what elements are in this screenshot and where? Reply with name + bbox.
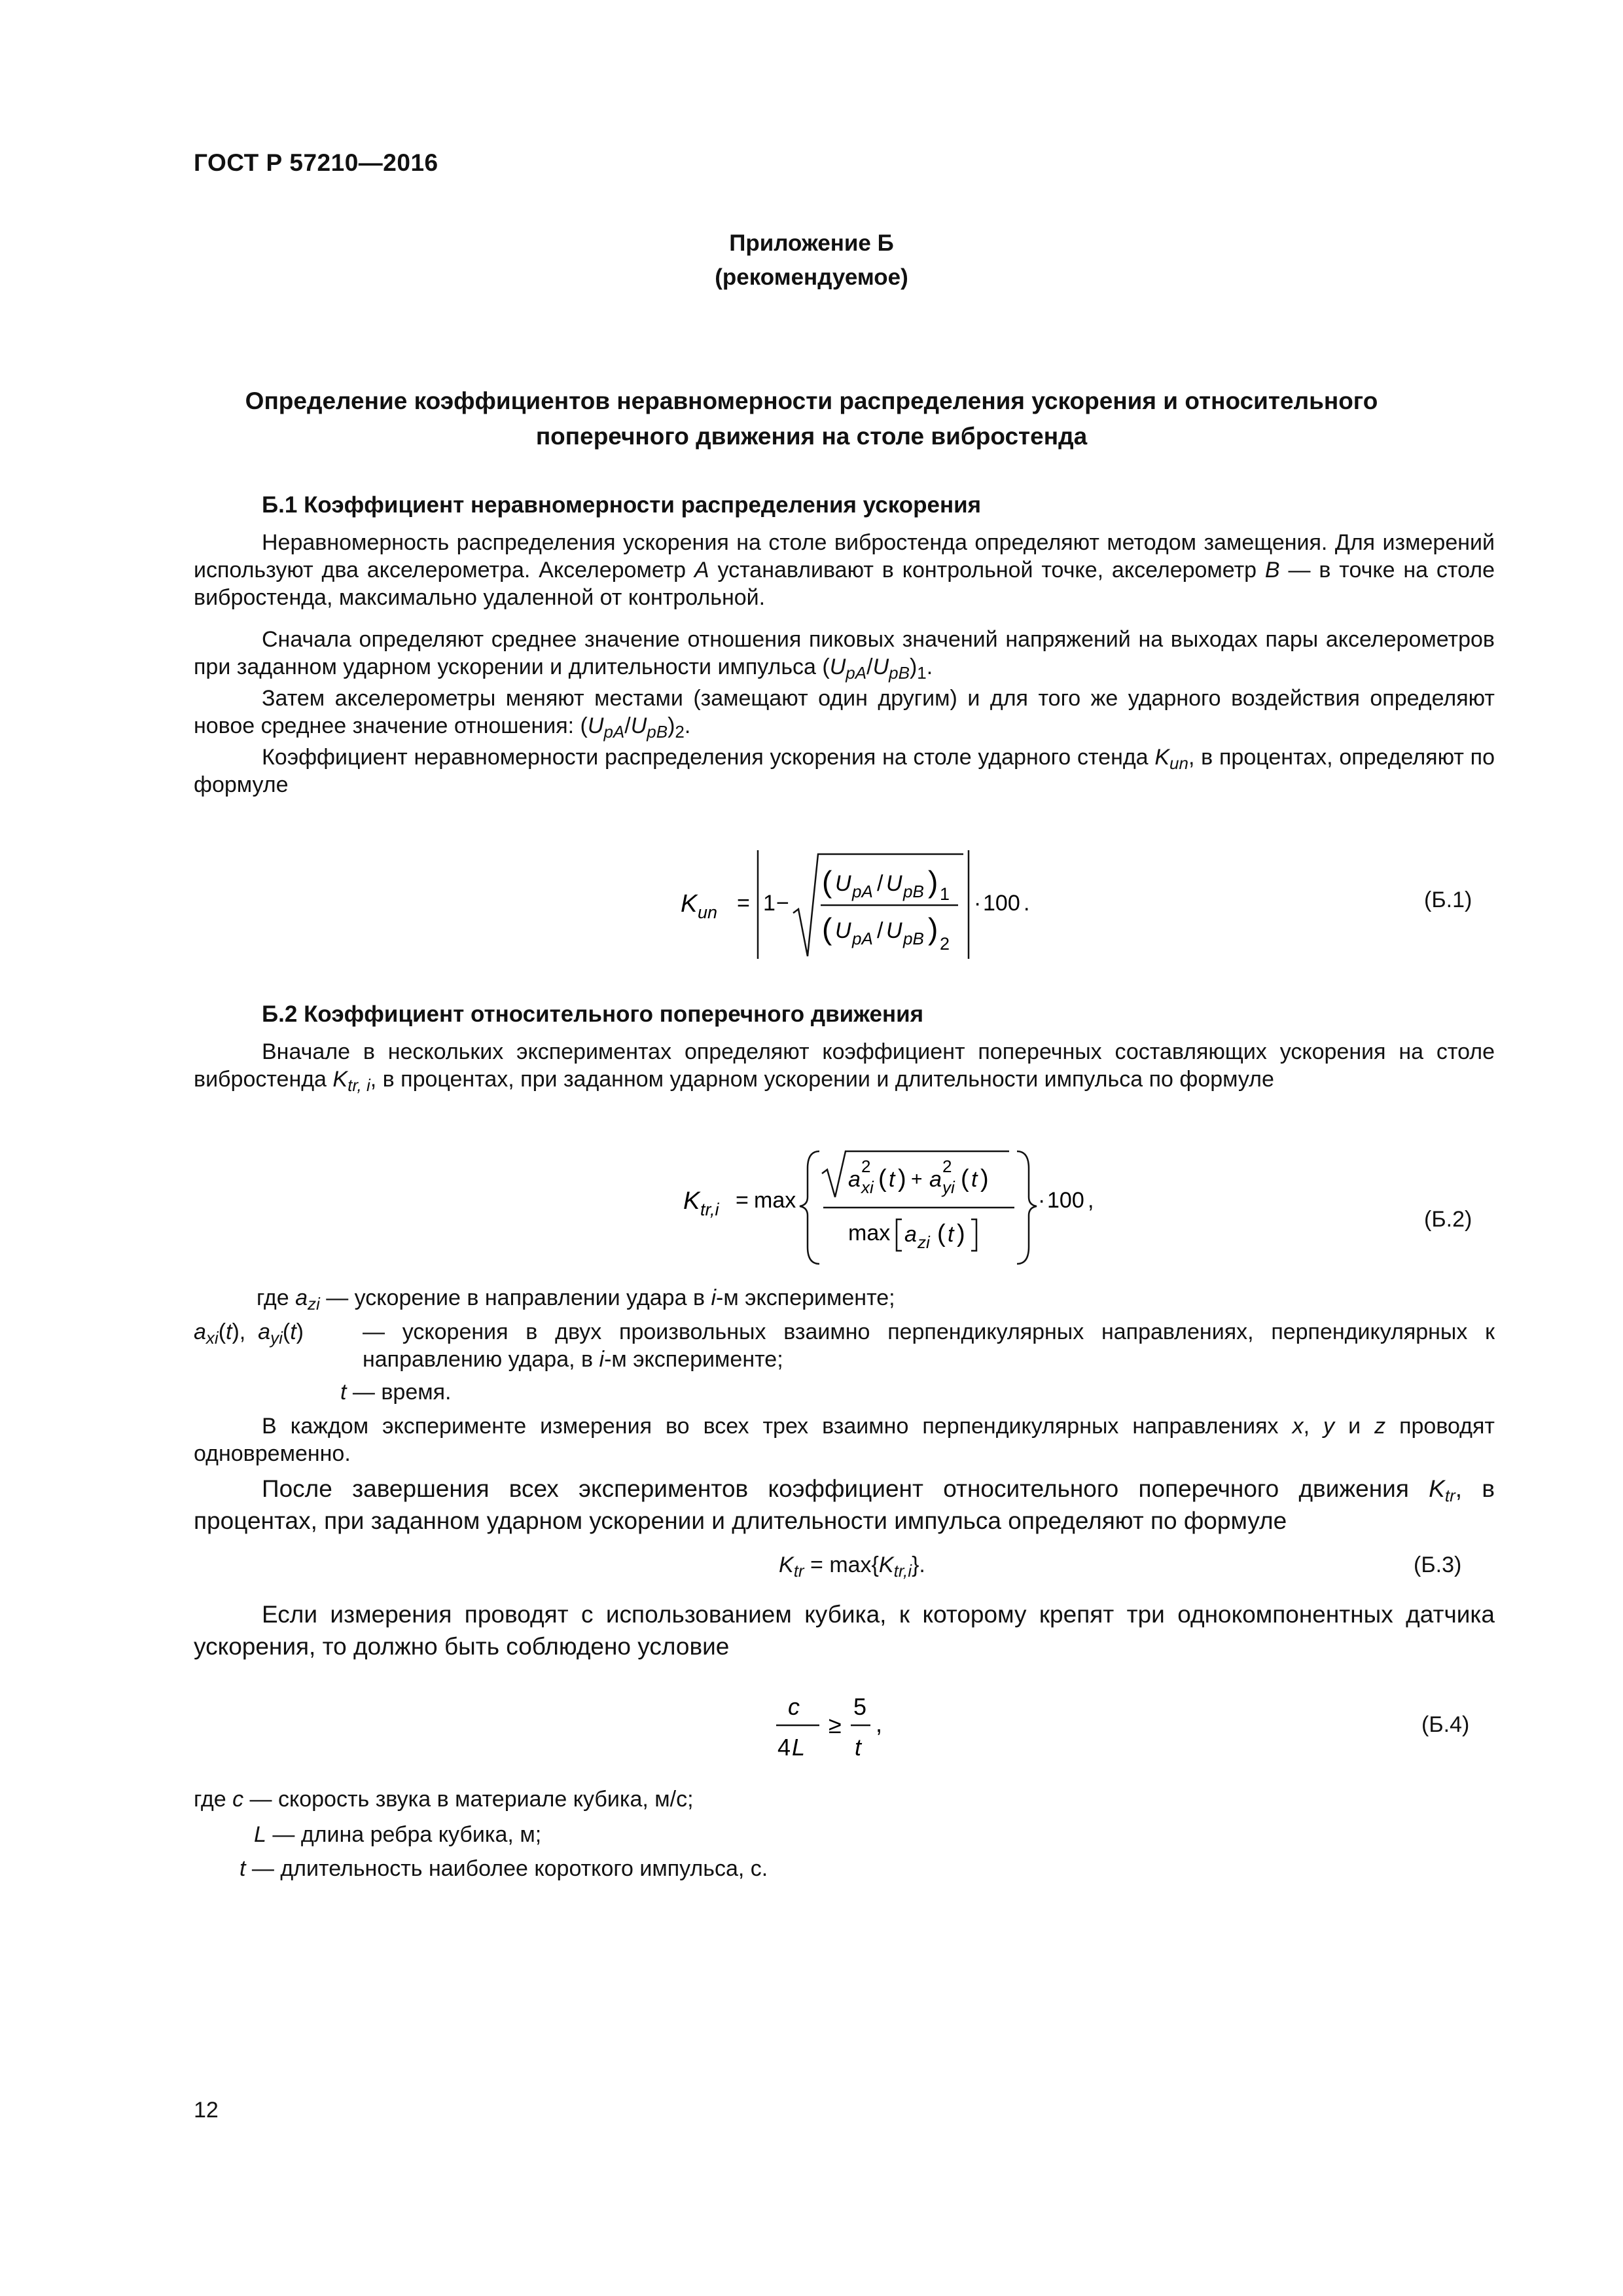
eq1-num-U1: U — [835, 871, 851, 896]
eq1-num-pB: pB — [903, 882, 924, 901]
eq1-num-close: ) — [928, 865, 938, 899]
equation-b3: $K_{tr} = \max\{K_{tr,i}\}$. — [779, 1552, 925, 1581]
eq2-pow2: 2 — [942, 1157, 952, 1176]
eq2-den-max: max — [848, 1221, 891, 1246]
eq1-num-sub1: 1 — [940, 884, 950, 904]
where-c: где c — скорость звука в материале кубика, м/с; — [194, 1787, 694, 1812]
eq2-p3o: ( — [937, 1220, 946, 1247]
eq2-a2: a — [929, 1167, 942, 1192]
eq4-c: c — [788, 1693, 800, 1720]
eq1-num-pA: pA — [852, 882, 873, 901]
equation-b4 — [772, 1689, 942, 1774]
eq4-five: 5 — [853, 1693, 867, 1720]
eq2-den-zi: zi — [918, 1232, 930, 1252]
annex-status: (рекомендуемое) — [715, 264, 908, 290]
eq2-pow1: 2 — [861, 1157, 871, 1176]
eq1-den-U2: U — [886, 918, 902, 943]
eq2-brace-left — [800, 1151, 819, 1264]
equation-b2 — [674, 1142, 1119, 1273]
equation-b2-label: (Б.2) — [1424, 1207, 1472, 1232]
eq4-four: 4 — [777, 1734, 791, 1761]
eq1-hundred: 100 — [983, 891, 1020, 916]
where-t-duration: t — длительность наиболее короткого импульса, с. — [240, 1856, 768, 1881]
eq2-den-a: a — [904, 1222, 917, 1247]
eq2-bracket-right — [971, 1219, 976, 1251]
equation-b4-label: (Б.4) — [1421, 1712, 1470, 1737]
eq1-dot: . — [1024, 891, 1030, 916]
eq1-den-U1: U — [835, 918, 851, 943]
section1-heading: Б.1 Коэффициент неравномерности распределения ускорения — [262, 492, 982, 518]
eq2-p1c: ) — [898, 1165, 906, 1193]
equation-b1 — [674, 841, 1067, 965]
equation-b3-label: (Б.3) — [1414, 1552, 1462, 1577]
section1-paragraph-4: Коэффициент неравномерности распределения ускорения на столе ударного стенда $K_{un}$, в процентах, определяют по формуле — [194, 745, 1495, 797]
eq2-brace-right — [1017, 1151, 1037, 1264]
eq2-p1o: ( — [878, 1165, 887, 1193]
cube-paragraph: Если измерения проводят с использованием кубика, к которому крепят три однокомпонентных датчика ускорения, то должно быть соблюдено условие — [194, 1601, 1495, 1660]
eq1-den-close: ) — [928, 912, 938, 946]
eq2-plus: + — [911, 1168, 923, 1190]
where-t: t — время. — [340, 1380, 452, 1405]
eq1-den-open: ( — [822, 912, 832, 946]
equation-b1-label: (Б.1) — [1424, 888, 1472, 912]
eq2-lhs-sub: tr,i — [700, 1200, 719, 1219]
eq1-num-slash: / — [877, 871, 883, 896]
eq2-comma: , — [1088, 1188, 1094, 1213]
where-axi-ayi-text: — ускорения в двух произвольных взаимно перпендикулярных направлениях, перпендикулярных к направлению удара, в i-м эксперименте; — [363, 1319, 1495, 1372]
eq1-num-U2: U — [886, 871, 902, 896]
eq1-den-slash: / — [877, 918, 883, 943]
eq1-times: · — [974, 891, 982, 916]
eq2-lhs: K — [683, 1187, 700, 1215]
eq2-t1: t — [889, 1167, 895, 1192]
eq4-t: t — [855, 1734, 862, 1761]
eq1-den-pA: pA — [852, 929, 873, 948]
eq2-bracket-left — [897, 1219, 902, 1251]
eq1-one: 1 — [763, 891, 776, 916]
eq1-equals: = — [737, 891, 750, 916]
eq4-L: L — [792, 1734, 806, 1761]
eq2-t3: t — [948, 1222, 954, 1247]
eq2-t2: t — [971, 1167, 978, 1192]
eq2-p2c: ) — [980, 1165, 989, 1193]
eq1-lhs-sub: un — [698, 903, 718, 922]
eq1-num-open: ( — [822, 865, 832, 899]
eq2-xi: xi — [861, 1177, 874, 1197]
section1-paragraph-1: Неравномерность распределения ускорения на столе вибростенда определяют методом замещения. Для измерений используют два акселерометра. Акселерометр A устанавливают в контрольной точке, акселерометр B — в точке на столе вибростенда, максимально удаленной от контрольной. — [194, 530, 1495, 610]
eq4-comma: , — [876, 1710, 883, 1737]
eq1-minus: − — [776, 891, 789, 916]
page-title — [0, 384, 1623, 454]
annex-heading — [0, 226, 1623, 295]
eq1-lhs: K — [681, 890, 698, 918]
page-title-line2: поперечного движения на столе вибростенда — [535, 423, 1088, 450]
section1-paragraph-2: Сначала определяют среднее значение отношения пиковых значений напряжений на выходах пары акселерометров при заданном ударном ускорении и длительности импульса $(U_{pA}/U_{pB})_1$. — [194, 627, 1495, 683]
section2-heading: Б.2 Коэффициент относительного поперечного движения — [262, 1001, 924, 1027]
eq2-p2o: ( — [961, 1165, 969, 1193]
eq2-hundred: 100 — [1047, 1188, 1084, 1213]
eq1-den-sub2: 2 — [940, 934, 950, 954]
eq2-a1: a — [848, 1167, 861, 1192]
eq2-yi: yi — [942, 1177, 955, 1197]
eq2-max: max — [754, 1188, 796, 1213]
eq2-times: · — [1038, 1188, 1046, 1213]
eq2-equals: = — [736, 1188, 749, 1213]
eq2-p3c: ) — [957, 1220, 965, 1247]
document-id: ГОСТ Р 57210—2016 — [194, 149, 438, 176]
section2-paragraph-1: Вначале в нескольких экспериментах определяют коэффициент поперечных составляющих ускорения на столе вибростенда $K_{tr, i}$, в процентах, при заданном ударном ускорении и длительности импульса по формуле — [194, 1039, 1495, 1095]
page-number: 12 — [194, 2098, 219, 2123]
where-L: L — длина ребра кубика, м; — [254, 1822, 542, 1847]
where-axi-ayi-symbols: $a_{xi}(t)$, $a_{yi}(t)$ — [194, 1319, 304, 1348]
section1-paragraph-3: Затем акселерометры меняют местами (замещают один другим) и для того же ударного воздействия определяют новое среднее значение отношения: $(U_{pA}/U_{pB})_2$. — [194, 686, 1495, 742]
where-azi: где $a_{zi}$ — ускорение в направлении удара в i-м эксперименте; — [257, 1285, 895, 1314]
page-title-line1: Определение коэффициентов неравномерности распределения ускорения и относительного — [245, 387, 1378, 414]
simultaneous-paragraph: В каждом эксперименте измерения во всех трех взаимно перпендикулярных направлениях x, y и z проводят одновременно. — [194, 1414, 1495, 1466]
after-experiments-paragraph: После завершения всех экспериментов коэффициент относительного поперечного движения $K_{tr}$, в процентах, при заданном ударном ускорении и длительности импульса определяют по формуле — [194, 1475, 1495, 1534]
eq1-den-pB: pB — [903, 929, 924, 948]
eq4-ge: ≥ — [829, 1712, 842, 1738]
annex-title: Приложение Б — [729, 230, 894, 256]
